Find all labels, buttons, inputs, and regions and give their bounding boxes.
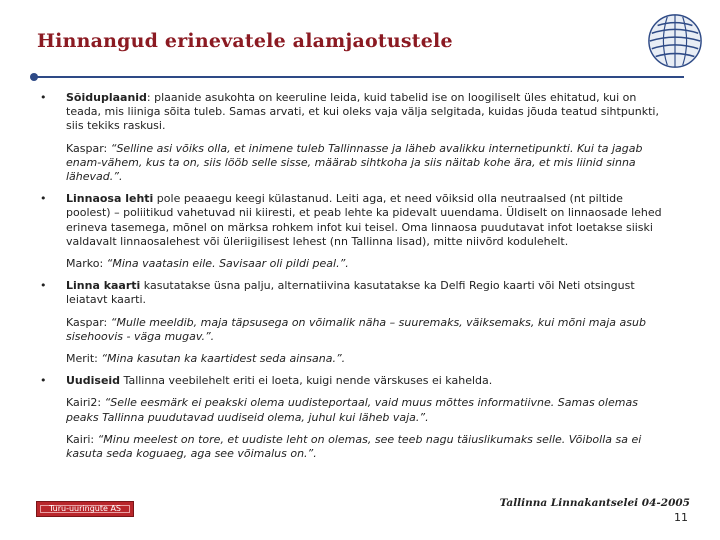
quote-text: “Mulle meeldib, maja täpsusega on võimalik näha – suuremaks, väiksemaks, kui mõni maja asub sisehoovis - väga mugav.”. [66, 315, 646, 343]
quote [40, 316, 670, 344]
quote [40, 142, 670, 185]
quote [40, 396, 670, 424]
slide-content [40, 83, 670, 461]
bullet-icon: • [40, 192, 47, 206]
quote [40, 433, 670, 461]
quote-text: “Mina vaatasin eile. Savisaar oli pildi peal.”. [106, 257, 349, 271]
item-term: Linna kaarti [66, 279, 141, 293]
page-number: 11 [674, 511, 688, 524]
quote-text: “Mina kasutan ka kaartidest seda ainsana.”. [101, 352, 346, 366]
quote [40, 257, 670, 271]
company-logo-text: Turu-uuringute AS [48, 504, 121, 513]
globe-logo-icon [646, 12, 704, 70]
bullet-icon: • [40, 91, 47, 104]
footer-text: Tallinna Linnakantselei 04-2005 [499, 497, 690, 509]
quote-text: “Minu meelest on tore, et uudiste leht on olemas, see teeb nagu täiuslikumaks selle. Võibolla sa ei kasuta seda koguaeg, aga see võimalus on.”. [66, 432, 642, 461]
bullet-item [40, 192, 670, 249]
quote-text: “Selline asi võiks olla, et inimene tuleb Tallinnasse ja läheb avalikku internetipunkti. Kui ta jagab enam-vähem, kus ta on, siis lööb selle sisse, määrab sihtkoha ja siis näitab kohe ära, et mis liinid sinna lähevad.”. [66, 141, 643, 184]
bullet-item [40, 279, 670, 307]
bullet-item [40, 374, 670, 388]
bullet-icon: • [40, 374, 47, 388]
slide-title: Hinnangud erinevatele alamjaotustele [37, 30, 453, 52]
bullet-icon: • [40, 279, 47, 293]
item-text: : plaanide asukohta on keeruline leida, kuid tabelid ise on loogiliselt üles ehitatud, kui on teada, mis liiniga sõita tuleb. Samas arvati, et kui oleks vaja välja selgitada, kuidas jõuda teatud sihtpunkti, siis tekiks raskusi. [66, 91, 659, 133]
title-divider [34, 76, 684, 78]
quote-speaker: Kaspar: [66, 315, 111, 329]
quote-text: “Selle eesmärk ei peakski olema uudisteportaal, vaid muus mõttes informatiivne. Samas olemas peaks Tallinna puudutavad uudiseid olema, juhul kui läheb vaja.”. [66, 396, 638, 424]
quote-speaker: Kairi: [66, 432, 98, 446]
item-term: Linnaosa lehti [66, 192, 154, 206]
quote-speaker: Kairi2: [66, 396, 105, 410]
item-term: Uudiseid [66, 374, 121, 388]
quote-speaker: Marko: [66, 257, 107, 271]
item-text: pole peaaegu keegi külastanud. Leiti aga, et need võiksid olla neutraalsed (nt piltide poolest) – poliitikud vahetuvad nii kiiresti, et peab lehte ka pidevalt uuendama. Üldiselt on linnaosade lehed erineva tasemega, mõnel on märksa rohkem infot kui teisel. Oma linnaosa puudutavat infot loetakse siiski valdavalt linnaosalehest või üleriigilisest lehest (nn Tallinna lisad), mitte niivõrd kodulehelt. [66, 192, 662, 248]
quote-speaker: Merit: [66, 352, 102, 366]
item-text: kasutatakse üsna palju, alternatiivina kasutatakse ka Delfi Regio kaarti või Neti otsingust leiatavt kaarti. [66, 279, 635, 307]
item-term: Sõiduplaanid [66, 91, 147, 104]
company-logo [36, 501, 134, 517]
bullet-item [40, 91, 670, 134]
item-text: Tallinna veebilehelt eriti ei loeta, kuigi nende värskuses ei kahelda. [120, 374, 493, 388]
quote [40, 352, 670, 366]
quote-speaker: Kaspar: [66, 141, 111, 155]
